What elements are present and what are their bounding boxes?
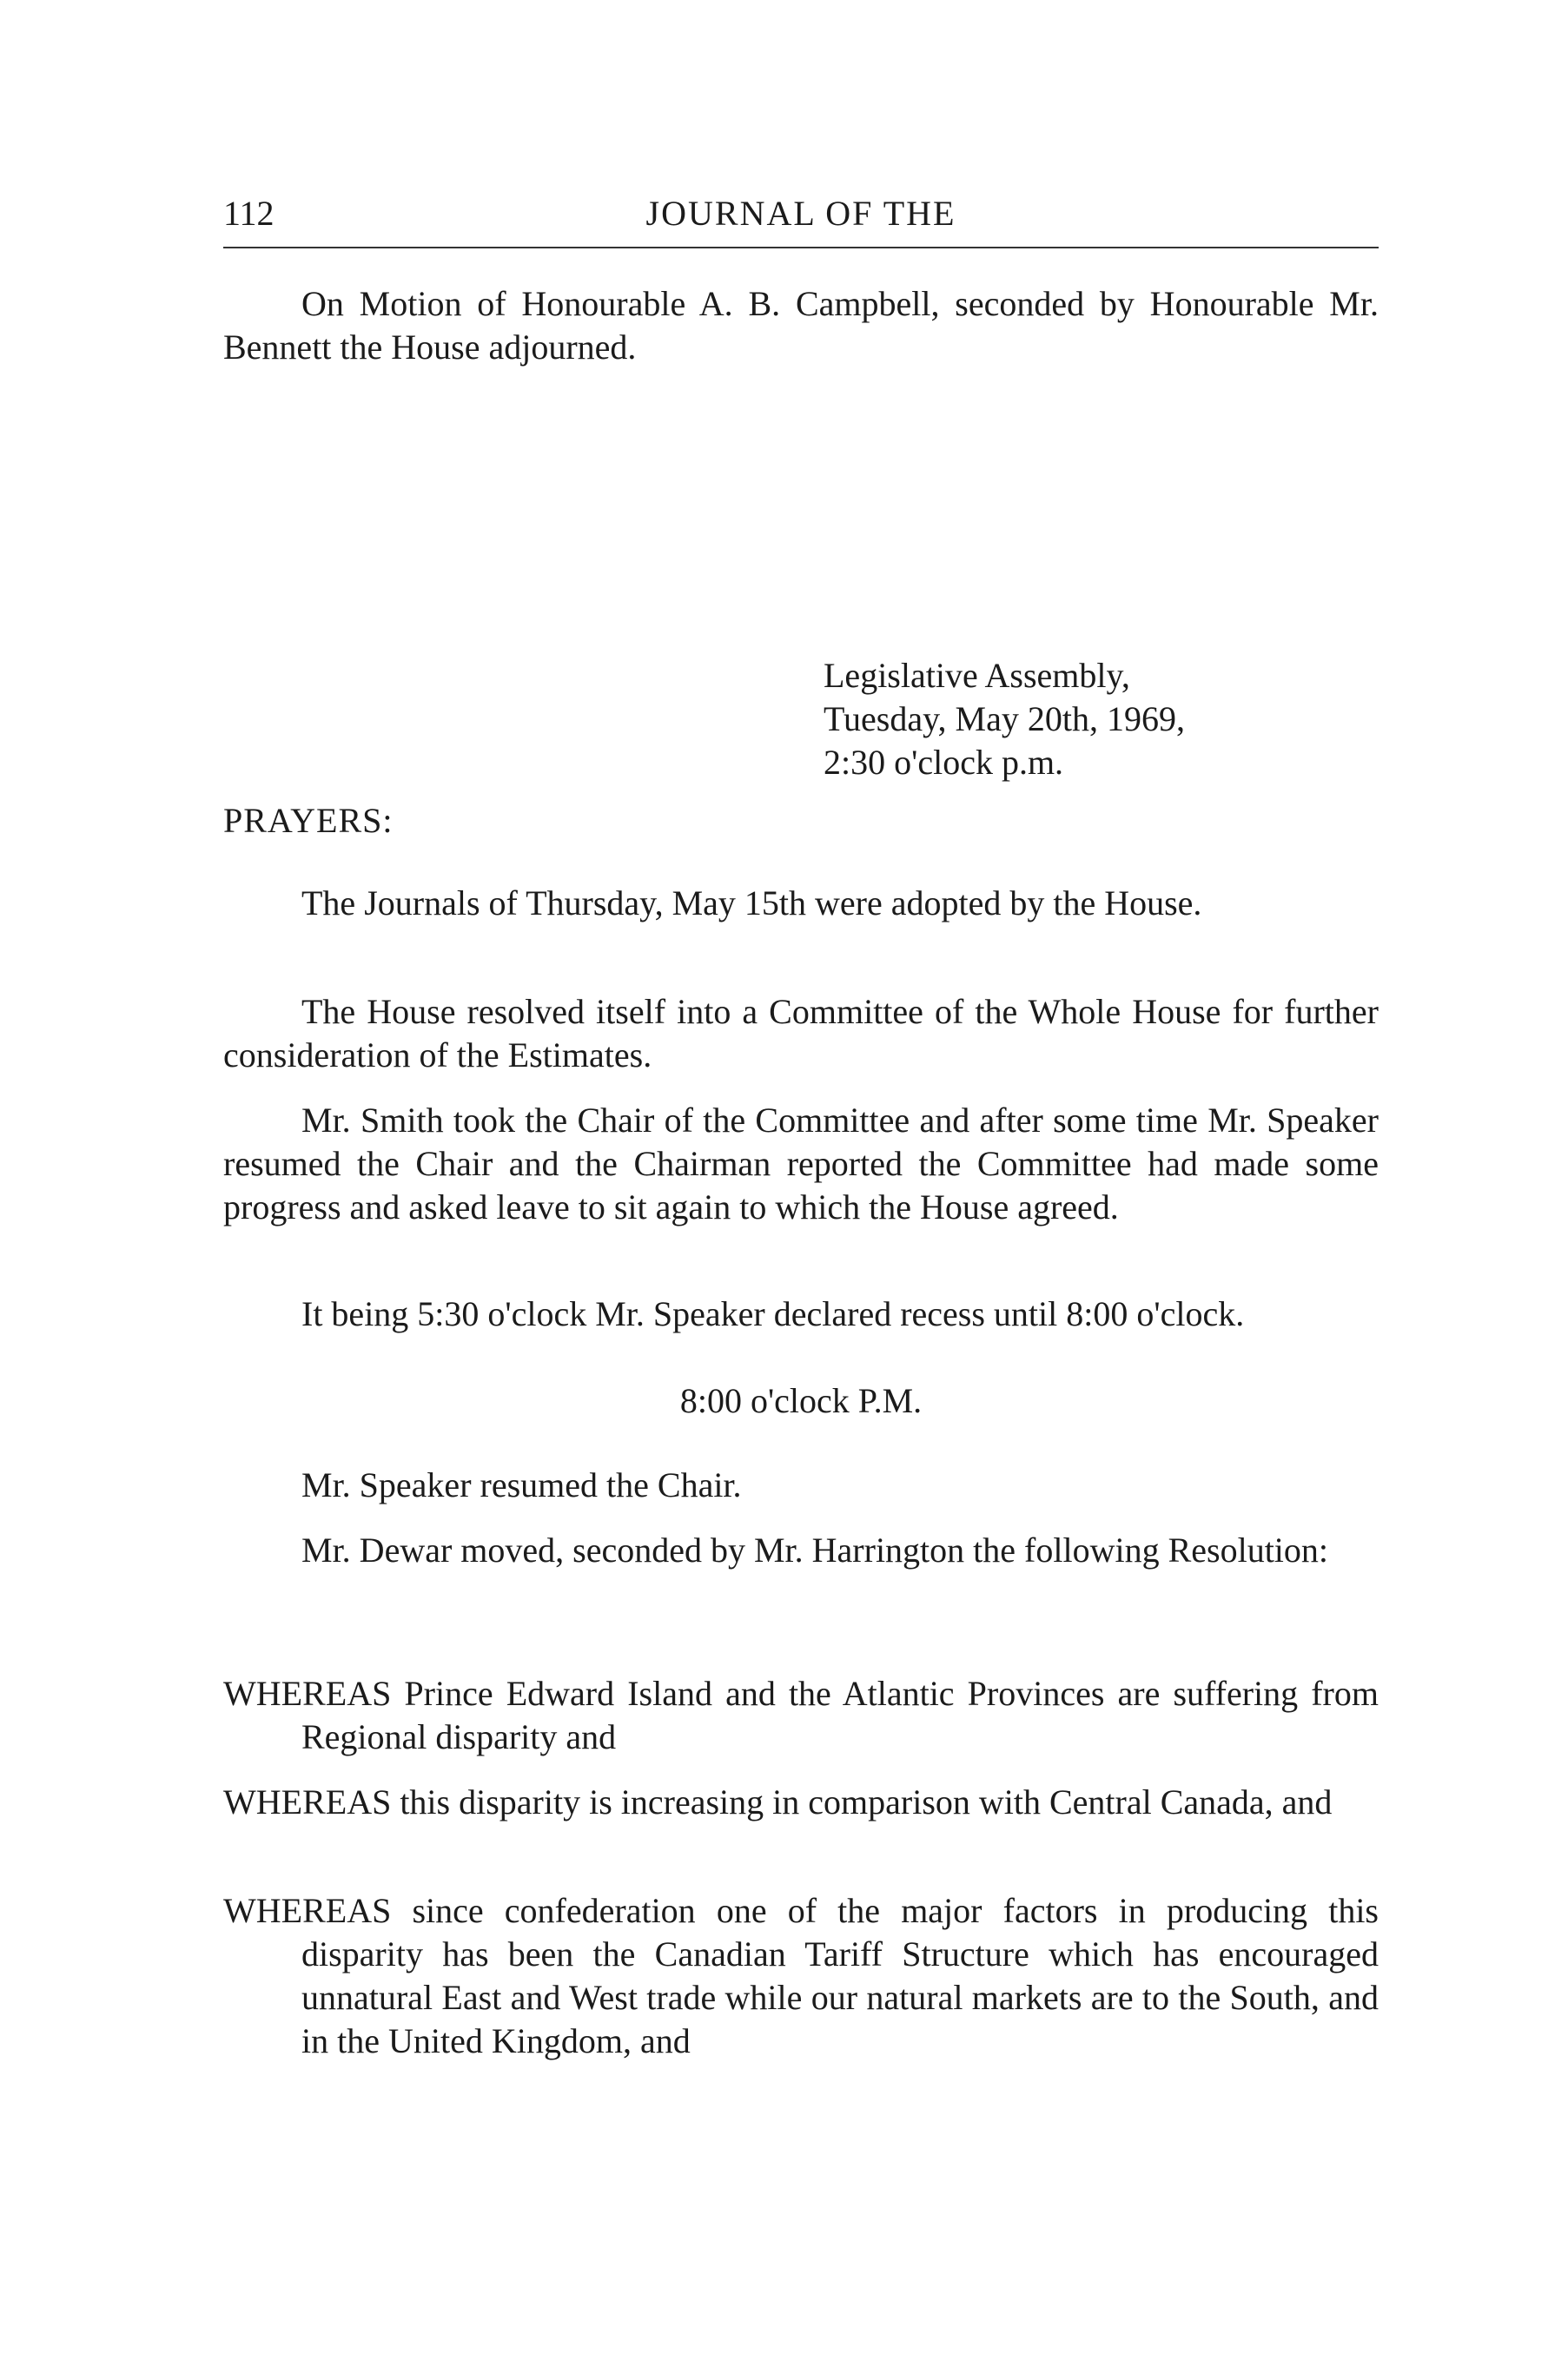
page-number: 112 <box>223 194 275 233</box>
whereas-clause-2: WHEREAS this disparity is increasing in comparison with Central Canada, and <box>223 1782 1333 1822</box>
dewar-moved-paragraph: Mr. Dewar moved, seconded by Mr. Harrington the following Resolution: <box>301 1531 1329 1570</box>
running-head: JOURNAL OF THE <box>645 194 956 233</box>
dateline-time: 2:30 o'clock p.m. <box>824 743 1064 782</box>
committee-resolved-paragraph: The House resolved itself into a Committee of the Whole House for further consideration of the Estimates. <box>223 992 1379 1074</box>
dateline-date: Tuesday, May 20th, 1969, <box>824 699 1185 738</box>
prayers-heading: PRAYERS: <box>223 801 394 840</box>
sitting-dateline <box>824 654 1185 784</box>
header-rule <box>223 247 1379 248</box>
speaker-resumed-paragraph: Mr. Speaker resumed the Chair. <box>301 1465 742 1504</box>
whereas-clause-1: WHEREAS Prince Edward Island and the Atlantic Provinces are suffering from Regional disparity and <box>223 1674 1379 1756</box>
evening-time-heading: 8:00 o'clock P.M. <box>679 1381 923 1420</box>
page-header <box>223 193 1379 245</box>
journals-adopted-paragraph: The Journals of Thursday, May 15th were adopted by the House. <box>301 883 1202 922</box>
chair-report-paragraph: Mr. Smith took the Chair of the Committee and after some time Mr. Speaker resumed the Chair and the Chairman reported the Committee had made some progress and asked leave to sit again to which the House agreed. <box>223 1101 1379 1226</box>
adjournment-paragraph: On Motion of Honourable A. B. Campbell, seconded by Honourable Mr. Bennett the House adjourned. <box>223 284 1379 367</box>
recess-paragraph: It being 5:30 o'clock Mr. Speaker declared recess until 8:00 o'clock. <box>301 1294 1245 1333</box>
dateline-assembly: Legislative Assembly, <box>824 656 1130 695</box>
whereas-clause-3: WHEREAS since confederation one of the major factors in producing this disparity has been the Canadian Tariff Structure which has encouraged unnatural East and West trade while our natural markets are to the South, and in the United Kingdom, and <box>223 1891 1379 2060</box>
